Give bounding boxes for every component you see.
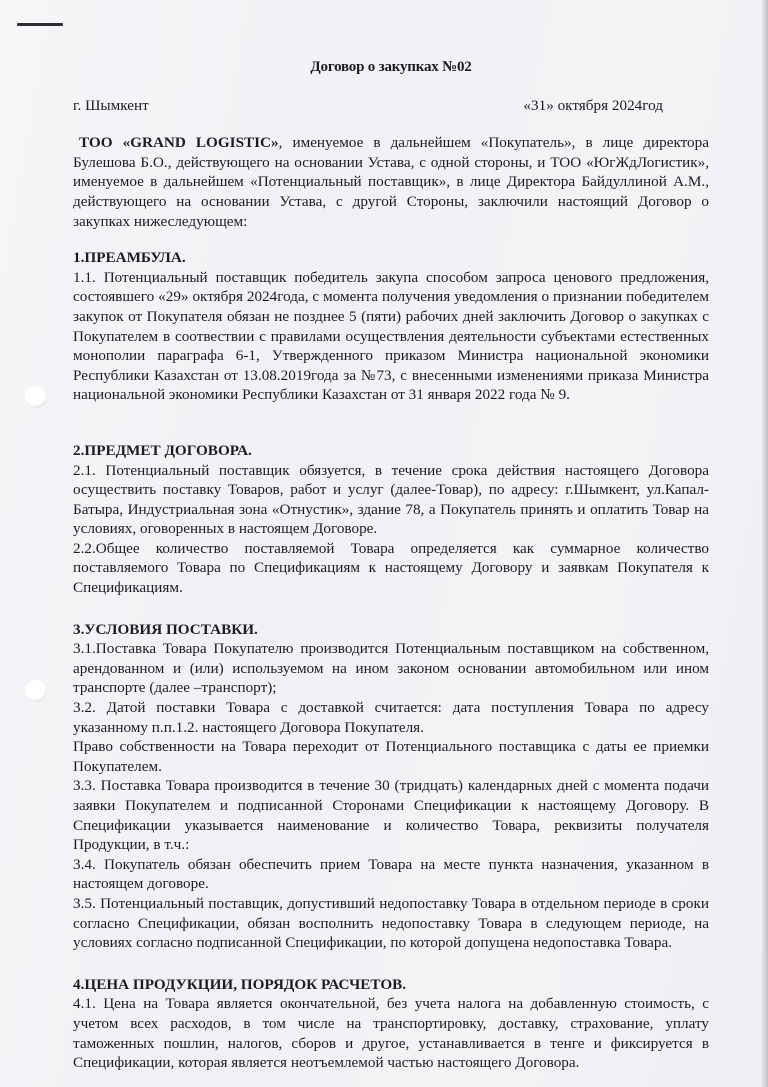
section-heading: 2.ПРЕДМЕТ ДОГОВОРА. [73, 441, 252, 459]
contract-document [73, 58, 709, 1073]
section-heading: 4.ЦЕНА ПРОДУКЦИИ, ПОРЯДОК РАСЧЕТОВ. [73, 975, 407, 993]
document-title: Договор о закупках №02 [310, 59, 472, 75]
punch-hole [25, 680, 47, 702]
intro-text: , именуемое в дальнейшем «Покупатель», в лице директора Булешова Б.О., действующего на основании Устава, с одной стороны, и ТОО «ЮгЖдЛогистик», именуемое в дальнейшем «Потенциальный поставщик», в лице Директора Байдуллиной А.М., действующего на основании Устава, с другой Стороны, заключили настоящий Договор о закупках нижеследующем: [73, 134, 709, 230]
punch-hole [25, 386, 47, 408]
clause-2-2: 2.2.Общее количество поставляемой Товара определяется как суммарное количество поставляемого Товара по Спецификациям к настоящему Договору и заявкам Покупателя к Спецификациям. [73, 539, 709, 597]
section-heading: 3.УСЛОВИЯ ПОСТАВКИ. [73, 620, 258, 638]
page-edge-shadow [762, 0, 768, 1087]
clause-3-4: 3.4. Покупатель обязан обеспечить прием Товара на месте пункта назначения, указанном в настоящем договоре. [73, 855, 709, 893]
city: г. Шымкент [73, 96, 149, 114]
clause-3-2: 3.2. Датой поставки Товара с доставкой считается: дата поступления Товара по адресу указанному п.п.1.2. настоящего Договора Покупателя. [73, 699, 709, 736]
clause-1-1: 1.1. Потенциальный поставщик победитель закупа способом запроса ценового предложения, состоявшего «29» октября 2024года, с момента получения уведомления о признании победителем закупок от Покупателя обязан не позднее 5 (пяти) рабочих дней заключить Договор о закупках с Покупателем в соотвествии с правилами осуществления деятельности субъектами естественных монополии параграфа 6-1, Утвержденного приказом Министра национальной экономики Республики Казахстан от 13.08.2019года за №73, с внесенными изменениями приказа Министра национальной экономики Республики Казахстан от 31 января 2022 года № 9. [73, 268, 709, 404]
staple-mark [17, 23, 63, 26]
clause-3-3: 3.3. Поставка Товара производится в течение 30 (тридцать) календарных дней с момента подачи заявки Покупателем и подписанной Сторонами Спецификации к настоящему Договору. В Спецификации указывается наименование и количество Товара, реквизиты получателя Продукции, в т.ч.: [73, 777, 709, 854]
clause-3-5: 3.5. Потенциальный поставщик, допустивший недопоставку Товара в отдельном периоде в сроки согласно Спецификации, обязан восполнить недопоставку Товара в следующем периоде, на условиях согласно подписанной Спецификации, по которой допущена недопоставка Товара. [73, 894, 709, 952]
buyer-name: ТОО «GRAND LOGISTIC» [79, 134, 279, 152]
place-date-row [73, 96, 709, 116]
clause-3-1: 3.1.Поставка Товара Покупателю производится Потенциальным поставщиком на собственном, арендованном и (или) используемом на ином законом основании автомобильном или ином транспорте (далее –транспорт); [73, 640, 709, 697]
clause-2-1: 2.1. Потенциальный поставщик обязуется, в течение срока действия настоящего Договора осуществить поставку Товаров, работ и услуг (далее-Товар), по адресу: г.Шымкент, ул.Капал-Батыра, Индустриальная зона «Отнустик», здание 78, а Покупатель принять и оплатить Товар на условиях, оговоренных в настоящем Договоре. [73, 461, 709, 538]
clause-4-1: 4.1. Цена на Товара является окончательной, без учета налога на добавленную стоимость, с учетом всех расходов, в том числе на транспортировку, доставку, страхование, уплату таможенных пошлин, налогов, сборов и другое, устанавливается в тенге и фиксируется в Спецификации, которая является неотъемлемой частью настоящего Договора. [73, 995, 709, 1072]
clause-ownership: Право собственности на Товара переходит от Потенциального поставщика с даты ее приемки Покупателем. [73, 738, 709, 775]
preamble-intro [73, 133, 709, 231]
section-heading: 1.ПРЕАМБУЛА. [73, 249, 186, 267]
contract-date: «31» октября 2024год [523, 96, 663, 114]
